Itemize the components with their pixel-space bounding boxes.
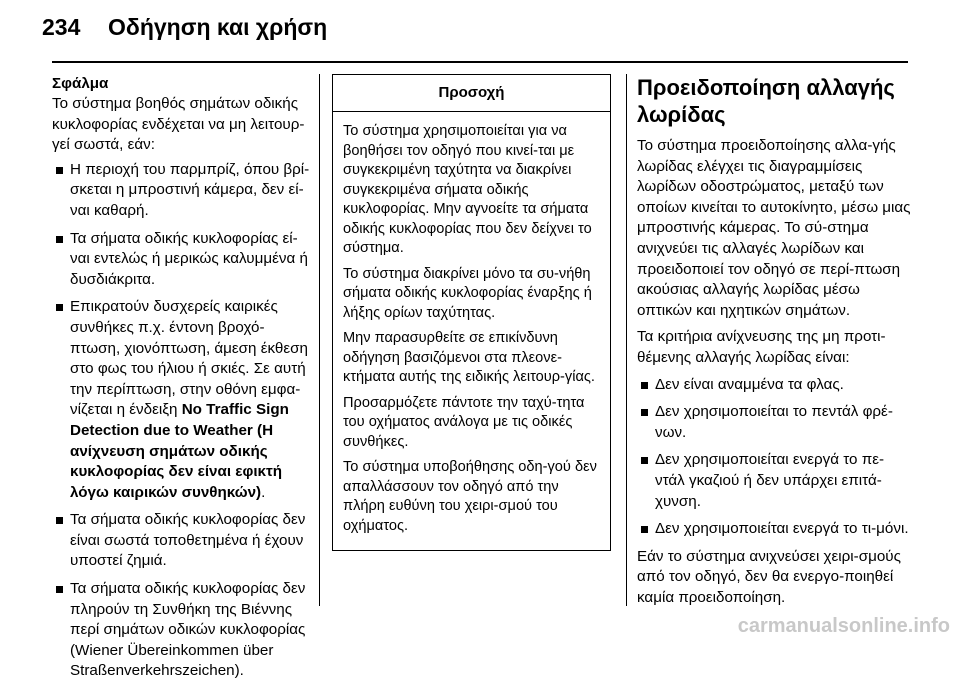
list-item-text: Επικρατούν δυσχερείς καιρικές συνθήκες π.χ. έντονη βροχό-πτωση, χιονόπτωση, άμεση έκθεση στο φως του ήλιου ή σκιές. Σε αυτή την περίπτωση, στην οθόνη εμφα-νίζεται η ένδειξη — [70, 298, 308, 419]
list-item — [52, 297, 310, 503]
header-rule — [52, 61, 908, 63]
display-message: No Traffic Sign Detection due to Weather (Η ανίχνευση σημάτων οδικής κυκλοφορίας δεν είναι εφικτή λόγω καιρικών συνθηκών) — [70, 401, 289, 501]
list-item: Δεν χρησιμοποιείται ενεργά το πε-ντάλ γκαζιού ή δεν υπάρχει επιτά-χυνση. — [637, 450, 912, 512]
list-item: Τα σήματα οδικής κυκλοφορίας δεν είναι σωστά τοποθετημένα ή έχουν υποστεί ζημιά. — [52, 510, 310, 572]
list-item: Δεν χρησιμοποιείται το πεντάλ φρέ-νων. — [637, 402, 912, 443]
page-number: 234 — [42, 14, 81, 40]
caution-paragraph: Το σύστημα υποβοήθησης οδη-γού δεν απαλλάσσουν τον οδηγό από την πλήρη ευθύνη του χειρι-σμού του οχήματος. — [343, 459, 597, 534]
list-item: Τα σήματα οδικής κυκλοφορίας δεν πληρούν τη Συνθήκη της Βιέννης περί σημάτων οδικών κυκλοφορίας (Wiener Übereinkommen über Straßenverkehrszeichen). — [52, 579, 310, 682]
lane-departure-heading: Προειδοποίηση αλλαγής λωρίδας — [637, 75, 895, 127]
column-divider — [319, 74, 320, 606]
list-item-end: . — [261, 483, 266, 501]
column-left — [52, 74, 310, 689]
caution-title: Προσοχή — [333, 75, 610, 112]
fault-list — [52, 160, 310, 682]
list-item: Η περιοχή του παρμπρίζ, όπου βρί-σκεται η μπροστινή κάμερα, δεν εί-ναι καθαρή. — [52, 160, 310, 222]
criteria-intro: Τα κριτήρια ανίχνευσης της μη προτι-θέμενης αλλαγής λωρίδας είναι: — [637, 328, 886, 366]
list-item: Τα σήματα οδικής κυκλοφορίας εί-ναι εντελώς ή μερικώς καλυμμένα ή δυσδιάκριτα. — [52, 229, 310, 291]
watermark: carmanualsonline.info — [737, 615, 950, 637]
column-divider — [626, 74, 627, 606]
column-right — [637, 74, 912, 614]
caution-paragraph: Μην παρασυρθείτε σε επικίνδυνη οδήγηση βασιζόμενοι στα πλεονε-κτήματα αυτής της ειδικής λειτουρ-γίας. — [343, 330, 595, 385]
caution-paragraph: Προσαρμόζετε πάντοτε την ταχύ-τητα του οχήματος ανάλογα με τις οδικές συνθήκες. — [343, 394, 585, 450]
list-item: Δεν χρησιμοποιείται ενεργά το τι-μόνι. — [637, 519, 912, 540]
fault-intro: Το σύστημα βοηθός σημάτων οδικής κυκλοφορίας ενδέχεται να μη λειτουρ-γεί σωστά, εάν: — [52, 95, 305, 154]
page-header — [0, 0, 960, 52]
fault-heading: Σφάλμα — [52, 75, 109, 92]
lane-departure-description: Το σύστημα προειδοποίησης αλλα-γής λωρίδας ελέγχει τις διαγραμμίσεις λωρίδων οδοστρώματος, μεταξύ των οποίων κινείται το αυτοκίνητο, μέσω μιας μπροστινής κάμερας. Το σύ-στημα ανιχνεύει τις αλλαγές λωρίδων και προειδοποιεί τον οδηγό σε περί-πτωση ακούσιας αλλαγής λωρίδας μέσω οπτικών και ηχητικών σημάτων. — [637, 137, 911, 319]
criteria-list — [637, 375, 912, 540]
list-item: Δεν είναι αναμμένα τα φλας. — [637, 375, 912, 396]
caution-body — [333, 112, 610, 550]
caution-box — [332, 74, 611, 551]
caution-paragraph: Το σύστημα χρησιμοποιείται για να βοηθήσει τον οδηγό που κινεί-ται με συγκεκριμένη ταχύτητα να διακρίνει συγκεκριμένα σήματα οδικής κυκλοφορίας. Μην αγνοείτε τα σήματα οδικής κυκλοφορίας που δεν δείχνει το σύστημα. — [343, 123, 592, 256]
caution-paragraph: Το σύστημα διακρίνει μόνο τα συ-νήθη σήματα οδικής κυκλοφορίας έναρξης ή λήξης ορίων ταχύτητας. — [343, 265, 592, 321]
no-warning-note: Εάν το σύστημα ανιχνεύσει χειρι-σμούς από τον οδηγό, δεν θα ενεργο-ποιηθεί καμία προειδοποίηση. — [637, 547, 901, 606]
section-title: Οδήγηση και χρήση — [108, 14, 328, 40]
